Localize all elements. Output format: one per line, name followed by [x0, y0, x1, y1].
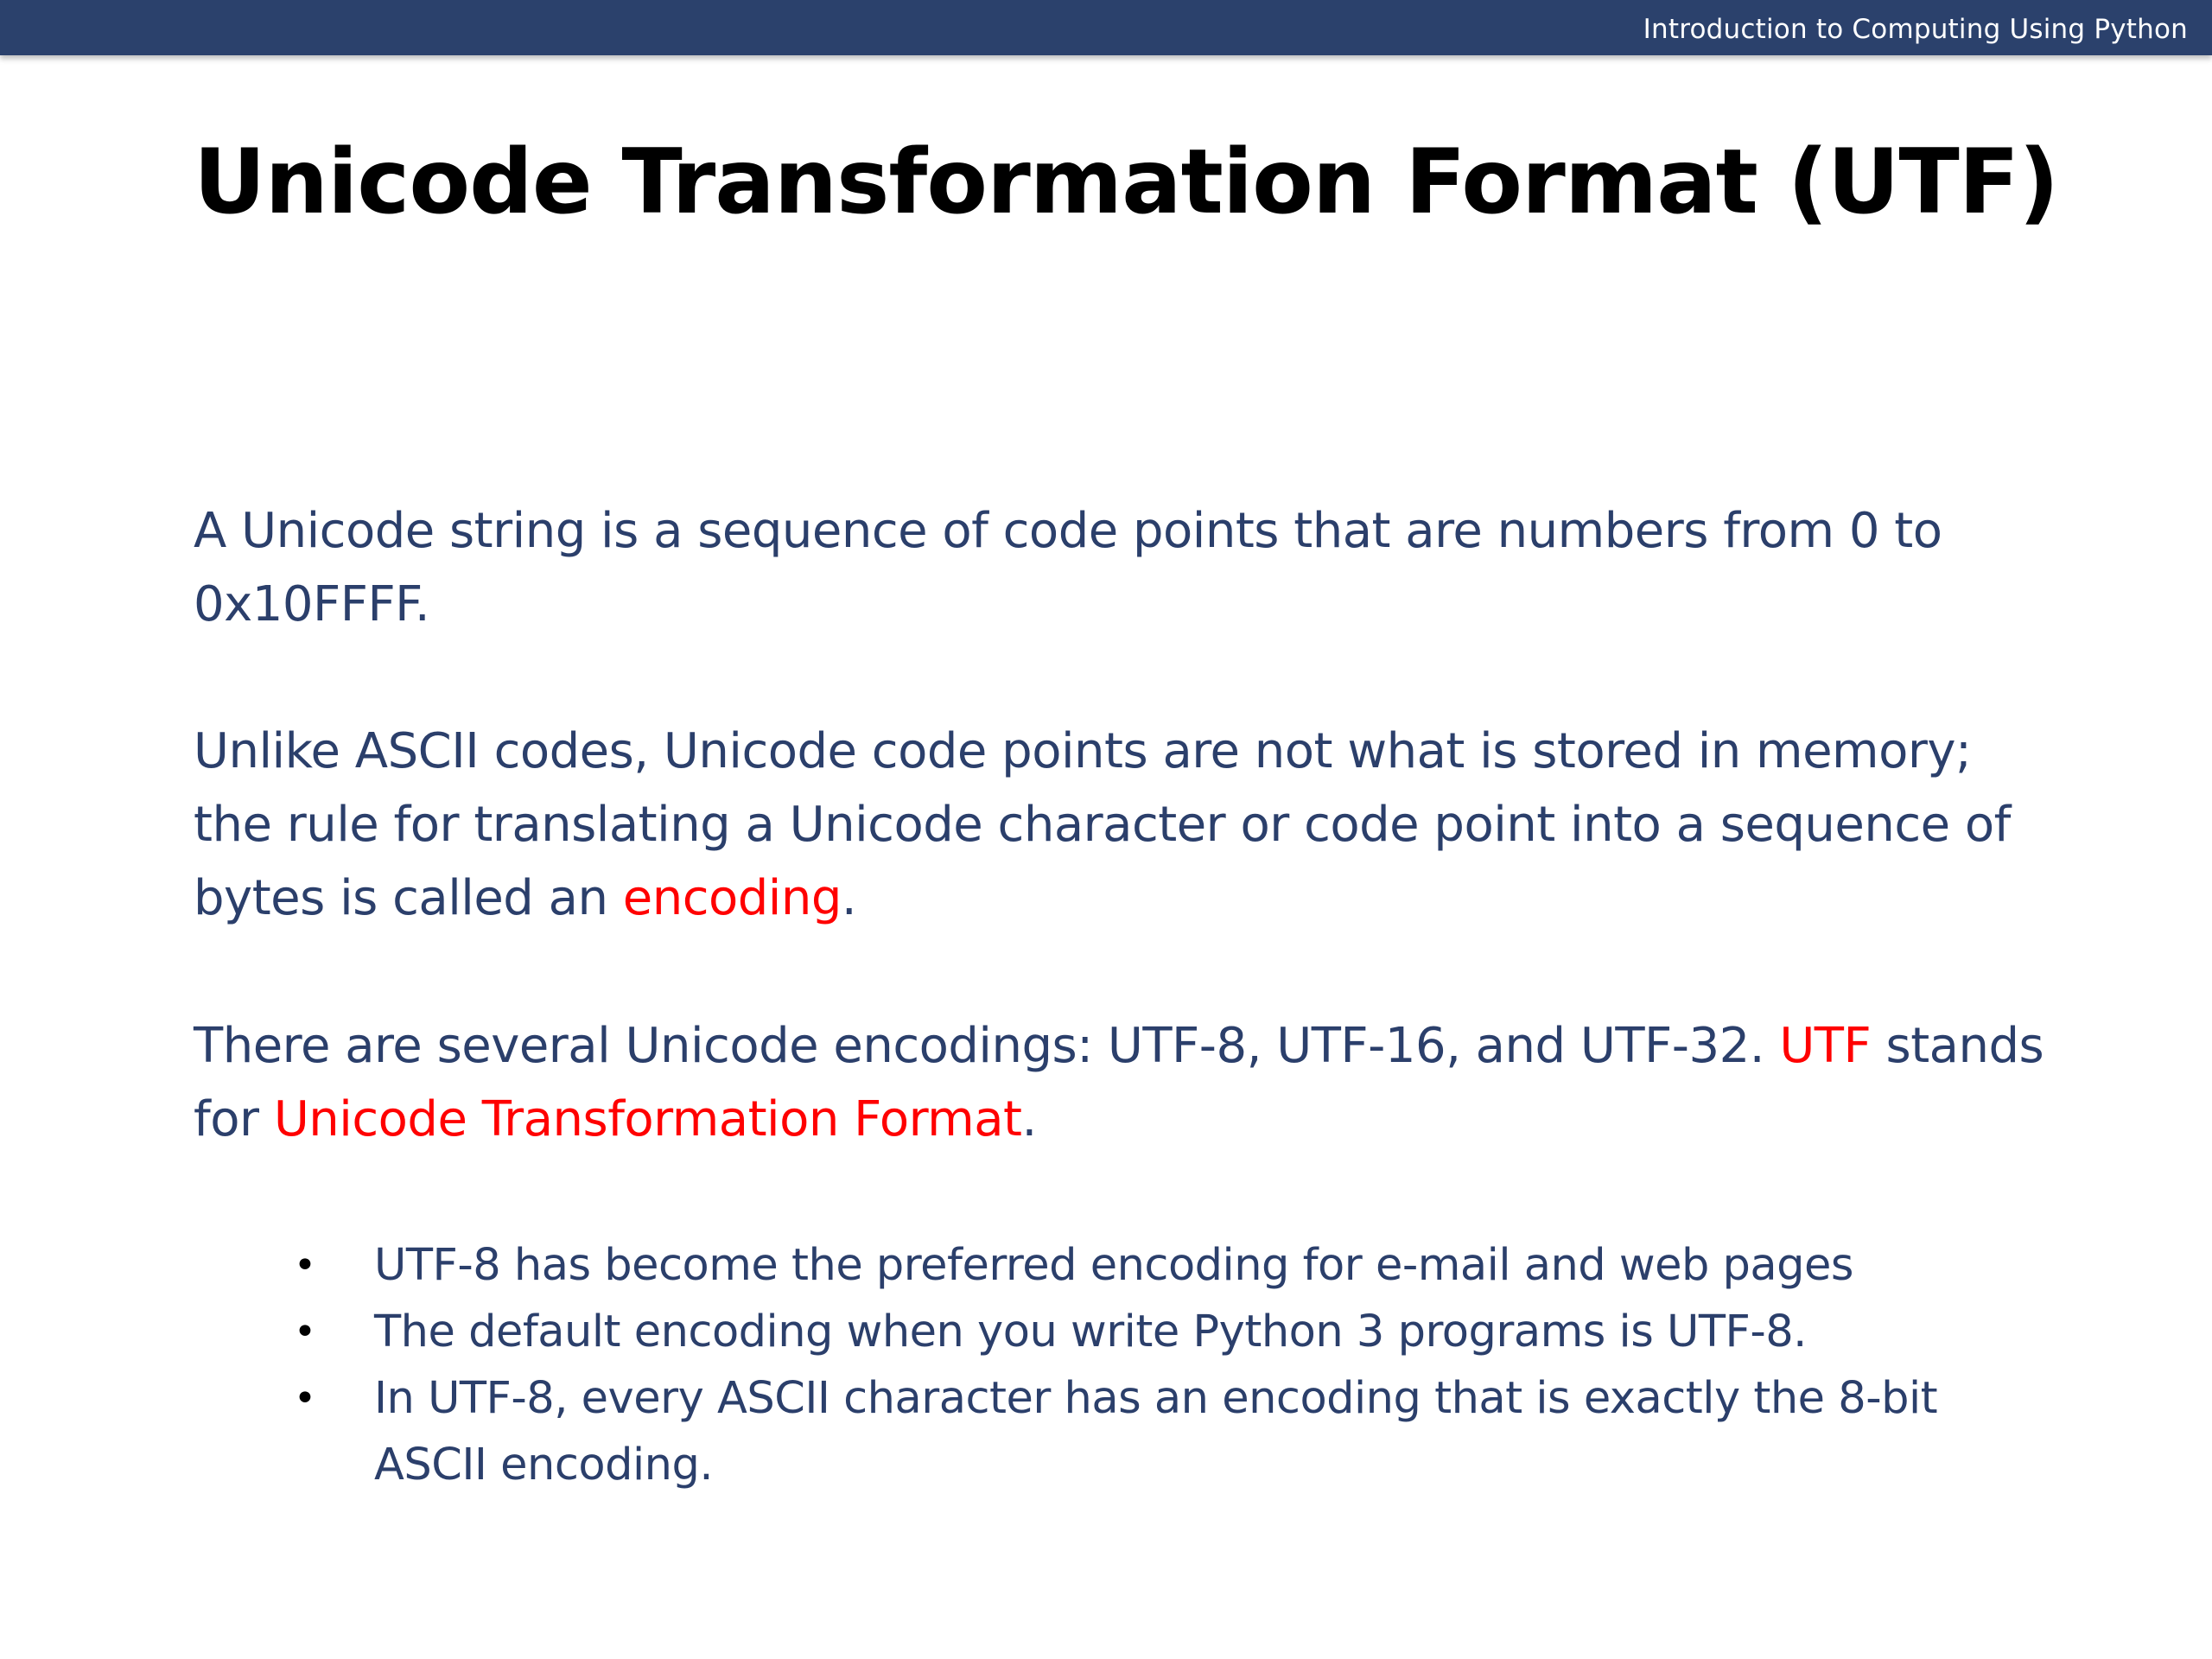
paragraph-encoding-text: Unlike ASCII codes, Unicode code points are not what is stored in memory; the rule for translating a Unicode character or code point into a sequence of bytes is called an — [194, 723, 2011, 926]
list-item — [294, 1232, 2022, 1299]
course-title: Introduction to Computing Using Python — [1643, 14, 2188, 45]
bullet-icon: • — [294, 1376, 316, 1421]
paragraph-utf-encodings — [194, 1009, 2051, 1156]
paragraph-utf-middle: stands for — [194, 1018, 2044, 1147]
paragraph-code-points — [194, 494, 2051, 641]
header-bar — [0, 0, 2212, 55]
bullet-text: UTF-8 has become the preferred encoding for e-mail and web pages — [374, 1240, 1853, 1291]
paragraph-encoding-definition — [194, 715, 2051, 935]
bullet-text: The default encoding when you write Python 3 programs is UTF-8. — [374, 1306, 1807, 1357]
bullet-text: In UTF-8, every ASCII character has an encoding that is exactly the 8-bit ASCII encoding. — [374, 1373, 1938, 1491]
paragraph-code-points-text: A Unicode string is a sequence of code points that are numbers from 0 to 0x10FFFF. — [194, 503, 1942, 632]
list-item — [294, 1365, 2022, 1498]
term-unicode-transformation-format: Unicode Transformation Format — [273, 1091, 1022, 1147]
bullet-list — [294, 1232, 2022, 1498]
paragraph-encoding-end: . — [841, 870, 857, 926]
term-utf: UTF — [1779, 1018, 1872, 1074]
paragraph-utf-end: . — [1021, 1091, 1037, 1147]
bullet-icon: • — [294, 1243, 316, 1287]
paragraph-utf-text: There are several Unicode encodings: UTF-8, UTF-16, and UTF-32. — [194, 1018, 1780, 1074]
list-item — [294, 1299, 2022, 1365]
bullet-icon: • — [294, 1310, 316, 1354]
term-encoding: encoding — [622, 870, 842, 926]
slide-title: Unicode Transformation Format (UTF) — [194, 130, 2059, 234]
